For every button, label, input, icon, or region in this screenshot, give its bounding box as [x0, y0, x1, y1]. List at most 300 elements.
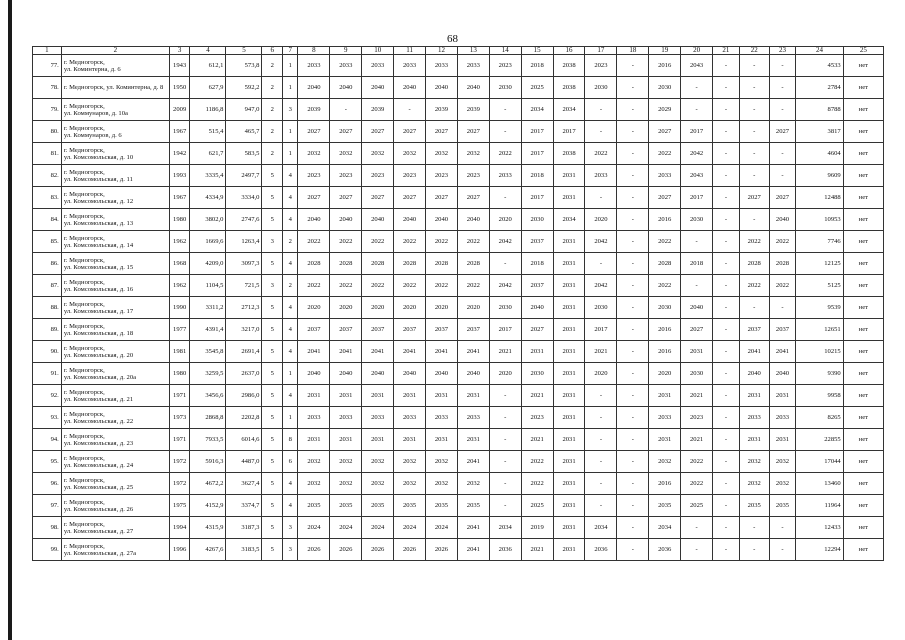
- column-header-cell: 14: [489, 47, 521, 55]
- data-cell: -: [617, 165, 649, 187]
- data-cell: 2032: [739, 451, 769, 473]
- column-header-cell: 15: [521, 47, 553, 55]
- table-row: [33, 187, 884, 209]
- data-cell: 2031: [521, 341, 553, 363]
- data-cell: 2028: [426, 253, 458, 275]
- data-cell: 2030: [489, 297, 521, 319]
- row-number-cell: 81.: [33, 143, 62, 165]
- year-built-cell: 1980: [169, 209, 190, 231]
- area-cell: 4315,9: [190, 517, 226, 539]
- data-cell: 2022: [362, 275, 394, 297]
- row-number-cell: 95.: [33, 451, 62, 473]
- cost-cell: 12488: [796, 187, 843, 209]
- data-cell: 2026: [394, 539, 426, 561]
- data-cell: 2021: [521, 385, 553, 407]
- address-cell: г. Медногорск, ул. Комсомольская, д. 20а: [61, 363, 169, 385]
- data-cell: 2017: [585, 319, 617, 341]
- data-cell: 2030: [489, 77, 521, 99]
- data-cell: 2043: [681, 165, 713, 187]
- data-cell: 4: [283, 209, 298, 231]
- data-cell: 2022: [649, 231, 681, 253]
- year-built-cell: 1962: [169, 275, 190, 297]
- data-cell: -: [769, 99, 796, 121]
- data-cell: -: [739, 121, 769, 143]
- data-cell: 2020: [585, 363, 617, 385]
- address-cell: г. Медногорск, ул. Коминтерна, д. 8: [61, 77, 169, 99]
- area-cell: 5916,3: [190, 451, 226, 473]
- data-cell: -: [769, 297, 796, 319]
- data-cell: -: [769, 539, 796, 561]
- data-cell: 2035: [330, 495, 362, 517]
- data-cell: 5: [262, 297, 283, 319]
- data-cell: 2041: [426, 341, 458, 363]
- data-cell: 2016: [649, 473, 681, 495]
- column-header-cell: 20: [681, 47, 713, 55]
- data-cell: 2024: [362, 517, 394, 539]
- data-cell: -: [739, 539, 769, 561]
- data-cell: 2031: [739, 429, 769, 451]
- data-cell: -: [617, 99, 649, 121]
- data-cell: 2028: [362, 253, 394, 275]
- area-cell: 2637,0: [226, 363, 262, 385]
- table-row: [33, 429, 884, 451]
- column-header-cell: 18: [617, 47, 649, 55]
- data-cell: 2037: [330, 319, 362, 341]
- area-cell: 4672,2: [190, 473, 226, 495]
- data-cell: 2025: [681, 495, 713, 517]
- data-cell: 2033: [426, 407, 458, 429]
- column-header-cell: 3: [169, 47, 190, 55]
- data-cell: нет: [843, 231, 883, 253]
- data-cell: 2034: [489, 517, 521, 539]
- data-cell: 2019: [521, 517, 553, 539]
- cost-cell: 4604: [796, 143, 843, 165]
- data-cell: 2: [262, 77, 283, 99]
- data-cell: 2022: [394, 231, 426, 253]
- cost-cell: 12651: [796, 319, 843, 341]
- data-cell: 2: [283, 275, 298, 297]
- data-cell: 2027: [769, 187, 796, 209]
- data-cell: 2022: [298, 275, 330, 297]
- data-cell: 4: [283, 473, 298, 495]
- data-cell: 2030: [649, 77, 681, 99]
- data-cell: 2020: [489, 209, 521, 231]
- row-number-cell: 85.: [33, 231, 62, 253]
- data-cell: 2017: [521, 187, 553, 209]
- data-cell: 2022: [489, 143, 521, 165]
- data-cell: 2032: [362, 143, 394, 165]
- data-cell: 2031: [394, 429, 426, 451]
- data-cell: 2032: [298, 451, 330, 473]
- data-cell: 4: [283, 253, 298, 275]
- data-cell: -: [489, 473, 521, 495]
- data-cell: 2032: [330, 143, 362, 165]
- table-row: [33, 99, 884, 121]
- data-cell: 2032: [426, 473, 458, 495]
- data-cell: 2032: [330, 473, 362, 495]
- data-cell: 2031: [553, 165, 585, 187]
- data-cell: 2042: [585, 231, 617, 253]
- data-cell: нет: [843, 341, 883, 363]
- data-cell: нет: [843, 209, 883, 231]
- data-cell: 2030: [521, 209, 553, 231]
- data-cell: 2016: [649, 209, 681, 231]
- data-cell: 5: [262, 473, 283, 495]
- data-cell: 2028: [739, 253, 769, 275]
- data-cell: 2040: [457, 77, 489, 99]
- area-cell: 3545,8: [190, 341, 226, 363]
- data-cell: 2033: [457, 55, 489, 77]
- table-row: [33, 77, 884, 99]
- year-built-cell: 1981: [169, 341, 190, 363]
- area-cell: 2497,7: [226, 165, 262, 187]
- data-cell: 1: [283, 121, 298, 143]
- row-number-cell: 96.: [33, 473, 62, 495]
- data-cell: 2031: [553, 187, 585, 209]
- data-cell: 2024: [330, 517, 362, 539]
- column-header-cell: 1: [33, 47, 62, 55]
- data-cell: 2: [283, 231, 298, 253]
- address-cell: г. Медногорск, ул. Комсомольская, д. 15: [61, 253, 169, 275]
- data-cell: 2023: [298, 165, 330, 187]
- data-cell: 2040: [298, 363, 330, 385]
- data-cell: -: [713, 99, 740, 121]
- area-cell: 2712,3: [226, 297, 262, 319]
- table-row: [33, 473, 884, 495]
- data-cell: 2031: [553, 385, 585, 407]
- data-cell: 2038: [553, 55, 585, 77]
- data-cell: 2020: [298, 297, 330, 319]
- year-built-cell: 1962: [169, 231, 190, 253]
- data-cell: 2040: [330, 209, 362, 231]
- row-number-cell: 92.: [33, 385, 62, 407]
- area-cell: 3217,0: [226, 319, 262, 341]
- data-cell: 2027: [298, 187, 330, 209]
- column-header-cell: 24: [796, 47, 843, 55]
- data-cell: -: [617, 385, 649, 407]
- data-cell: -: [585, 495, 617, 517]
- table-row: [33, 297, 884, 319]
- data-cell: 2040: [330, 363, 362, 385]
- data-cell: 2032: [426, 143, 458, 165]
- data-cell: 2: [262, 143, 283, 165]
- address-cell: г. Медногорск, ул. Комсомольская, д. 27а: [61, 539, 169, 561]
- address-cell: г. Медногорск, ул. Коммунаров, д. 6: [61, 121, 169, 143]
- data-cell: 2041: [769, 341, 796, 363]
- data-cell: -: [489, 253, 521, 275]
- data-cell: 2034: [553, 209, 585, 231]
- data-cell: 2041: [298, 341, 330, 363]
- data-cell: 2039: [426, 99, 458, 121]
- data-cell: 2022: [739, 275, 769, 297]
- data-cell: 4: [283, 187, 298, 209]
- data-cell: 1: [283, 55, 298, 77]
- data-cell: -: [713, 539, 740, 561]
- data-cell: -: [713, 319, 740, 341]
- cost-cell: 13460: [796, 473, 843, 495]
- data-cell: 2022: [681, 473, 713, 495]
- data-cell: 5: [262, 187, 283, 209]
- data-cell: 2026: [298, 539, 330, 561]
- housing-register-table: [32, 46, 884, 561]
- data-cell: -: [617, 495, 649, 517]
- data-cell: 2042: [489, 231, 521, 253]
- data-cell: -: [617, 451, 649, 473]
- data-cell: -: [739, 209, 769, 231]
- data-cell: 1: [283, 143, 298, 165]
- row-number-cell: 93.: [33, 407, 62, 429]
- data-cell: -: [489, 429, 521, 451]
- data-cell: -: [713, 121, 740, 143]
- data-cell: 2031: [553, 363, 585, 385]
- data-cell: 4: [283, 297, 298, 319]
- data-cell: 2022: [457, 275, 489, 297]
- data-cell: 2031: [330, 385, 362, 407]
- area-cell: 621,7: [190, 143, 226, 165]
- area-cell: 2868,8: [190, 407, 226, 429]
- data-cell: 2040: [739, 363, 769, 385]
- data-cell: нет: [843, 495, 883, 517]
- column-header-cell: 23: [769, 47, 796, 55]
- data-cell: 1: [283, 77, 298, 99]
- data-cell: 2027: [739, 187, 769, 209]
- data-cell: нет: [843, 77, 883, 99]
- data-cell: 3: [283, 539, 298, 561]
- data-cell: 2023: [681, 407, 713, 429]
- data-cell: -: [713, 451, 740, 473]
- year-built-cell: 1975: [169, 495, 190, 517]
- data-cell: -: [617, 231, 649, 253]
- data-cell: -: [330, 99, 362, 121]
- data-cell: -: [585, 451, 617, 473]
- data-cell: 6: [283, 451, 298, 473]
- data-cell: -: [681, 517, 713, 539]
- data-cell: 2033: [330, 55, 362, 77]
- area-cell: 3187,3: [226, 517, 262, 539]
- table-row: [33, 55, 884, 77]
- data-cell: 2037: [521, 275, 553, 297]
- data-cell: 2037: [362, 319, 394, 341]
- data-cell: -: [713, 517, 740, 539]
- data-cell: 2034: [521, 99, 553, 121]
- address-cell: г. Медногорск, ул. Коммунаров, д. 10а: [61, 99, 169, 121]
- data-cell: 4: [283, 165, 298, 187]
- data-cell: 2027: [426, 121, 458, 143]
- table-row: [33, 319, 884, 341]
- data-cell: 2027: [330, 187, 362, 209]
- year-built-cell: 1973: [169, 407, 190, 429]
- data-cell: 2033: [649, 165, 681, 187]
- data-cell: нет: [843, 297, 883, 319]
- data-cell: 2025: [521, 495, 553, 517]
- data-cell: -: [585, 473, 617, 495]
- data-cell: 2035: [649, 495, 681, 517]
- data-cell: -: [489, 121, 521, 143]
- area-cell: 612,1: [190, 55, 226, 77]
- column-header-cell: 13: [457, 47, 489, 55]
- data-cell: 2037: [426, 319, 458, 341]
- area-cell: 1263,4: [226, 231, 262, 253]
- data-cell: 2040: [394, 77, 426, 99]
- data-cell: 5: [262, 319, 283, 341]
- data-cell: нет: [843, 385, 883, 407]
- data-cell: -: [713, 495, 740, 517]
- cost-cell: 7746: [796, 231, 843, 253]
- data-cell: 2033: [298, 55, 330, 77]
- address-cell: г. Медногорск, ул. Комсомольская, д. 23: [61, 429, 169, 451]
- data-cell: 2031: [553, 231, 585, 253]
- row-number-cell: 84.: [33, 209, 62, 231]
- cost-cell: 9958: [796, 385, 843, 407]
- data-cell: 2027: [457, 121, 489, 143]
- cost-cell: 9539: [796, 297, 843, 319]
- table-row: [33, 451, 884, 473]
- data-cell: 2022: [649, 143, 681, 165]
- address-cell: г. Медногорск, ул. Комсомольская, д. 26: [61, 495, 169, 517]
- data-cell: 2033: [489, 165, 521, 187]
- data-cell: 2020: [426, 297, 458, 319]
- data-cell: -: [617, 363, 649, 385]
- area-cell: 2691,4: [226, 341, 262, 363]
- area-cell: 3802,0: [190, 209, 226, 231]
- data-cell: -: [489, 495, 521, 517]
- area-cell: 3259,5: [190, 363, 226, 385]
- data-cell: 5: [262, 539, 283, 561]
- data-cell: 2020: [457, 297, 489, 319]
- cost-cell: 9390: [796, 363, 843, 385]
- area-cell: 4267,6: [190, 539, 226, 561]
- area-cell: 1104,5: [190, 275, 226, 297]
- data-cell: нет: [843, 253, 883, 275]
- data-cell: -: [713, 297, 740, 319]
- data-cell: 2027: [681, 319, 713, 341]
- data-cell: 2032: [457, 143, 489, 165]
- data-cell: 2035: [362, 495, 394, 517]
- data-cell: -: [617, 517, 649, 539]
- data-cell: 2042: [489, 275, 521, 297]
- data-cell: 2038: [553, 77, 585, 99]
- column-header-cell: 17: [585, 47, 617, 55]
- year-built-cell: 1977: [169, 319, 190, 341]
- data-cell: 2021: [681, 385, 713, 407]
- data-cell: -: [489, 99, 521, 121]
- data-cell: 2022: [521, 473, 553, 495]
- data-cell: -: [713, 143, 740, 165]
- data-cell: -: [713, 165, 740, 187]
- data-cell: 2031: [457, 429, 489, 451]
- data-cell: 2031: [553, 319, 585, 341]
- column-header-cell: 12: [426, 47, 458, 55]
- column-header-cell: 5: [226, 47, 262, 55]
- area-cell: 4209,0: [190, 253, 226, 275]
- data-cell: 2020: [330, 297, 362, 319]
- row-number-cell: 83.: [33, 187, 62, 209]
- data-cell: 2033: [362, 55, 394, 77]
- column-number-header: [33, 47, 884, 55]
- data-cell: 2032: [769, 451, 796, 473]
- data-cell: 5: [262, 253, 283, 275]
- data-cell: 2030: [649, 297, 681, 319]
- area-cell: 4391,4: [190, 319, 226, 341]
- data-cell: 2040: [681, 297, 713, 319]
- data-cell: 2040: [298, 209, 330, 231]
- data-cell: -: [769, 77, 796, 99]
- row-number-cell: 99.: [33, 539, 62, 561]
- address-cell: г. Медногорск, ул. Комсомольская, д. 25: [61, 473, 169, 495]
- table-row: [33, 231, 884, 253]
- area-cell: 4152,9: [190, 495, 226, 517]
- data-cell: -: [713, 253, 740, 275]
- data-cell: 2037: [521, 231, 553, 253]
- data-cell: 2037: [769, 319, 796, 341]
- data-cell: 2022: [649, 275, 681, 297]
- data-cell: 2032: [769, 473, 796, 495]
- data-cell: 2031: [298, 385, 330, 407]
- data-cell: 5: [262, 165, 283, 187]
- area-cell: 592,2: [226, 77, 262, 99]
- data-cell: 2040: [394, 209, 426, 231]
- area-cell: 2202,8: [226, 407, 262, 429]
- data-cell: 2035: [769, 495, 796, 517]
- data-cell: 2023: [489, 55, 521, 77]
- column-header-cell: 2: [61, 47, 169, 55]
- data-cell: -: [617, 407, 649, 429]
- data-cell: 2040: [521, 297, 553, 319]
- area-cell: 3097,3: [226, 253, 262, 275]
- cost-cell: 9609: [796, 165, 843, 187]
- data-cell: нет: [843, 143, 883, 165]
- data-cell: 4: [283, 341, 298, 363]
- column-header-cell: 19: [649, 47, 681, 55]
- address-cell: г. Медногорск, ул. Комсомольская, д. 17: [61, 297, 169, 319]
- data-cell: 2033: [298, 407, 330, 429]
- data-cell: -: [585, 253, 617, 275]
- column-header-cell: 8: [298, 47, 330, 55]
- data-cell: 2031: [649, 385, 681, 407]
- column-header-cell: 9: [330, 47, 362, 55]
- data-cell: 2031: [426, 385, 458, 407]
- data-cell: 2030: [585, 77, 617, 99]
- address-cell: г. Медногорск, ул. Комсомольская, д. 14: [61, 231, 169, 253]
- data-cell: нет: [843, 319, 883, 341]
- data-cell: 4: [283, 385, 298, 407]
- data-cell: 2023: [362, 165, 394, 187]
- data-cell: -: [713, 363, 740, 385]
- area-cell: 2747,6: [226, 209, 262, 231]
- data-cell: нет: [843, 363, 883, 385]
- table-row: [33, 275, 884, 297]
- data-cell: 2027: [298, 121, 330, 143]
- data-cell: -: [585, 121, 617, 143]
- area-cell: 627,9: [190, 77, 226, 99]
- area-cell: 3456,6: [190, 385, 226, 407]
- data-cell: 2031: [739, 385, 769, 407]
- data-cell: 2031: [769, 429, 796, 451]
- address-cell: г. Медногорск, ул. Комсомольская, д. 18: [61, 319, 169, 341]
- data-cell: 2030: [521, 363, 553, 385]
- area-cell: 1186,8: [190, 99, 226, 121]
- data-cell: 2031: [362, 385, 394, 407]
- data-cell: 2033: [394, 55, 426, 77]
- table-row: [33, 165, 884, 187]
- data-cell: 2033: [769, 407, 796, 429]
- data-cell: 2041: [330, 341, 362, 363]
- cost-cell: 2784: [796, 77, 843, 99]
- data-cell: 2039: [298, 99, 330, 121]
- area-cell: 6014,6: [226, 429, 262, 451]
- address-cell: г. Медногорск, ул. Комсомольская, д. 13: [61, 209, 169, 231]
- address-cell: г. Медногорск, ул. Комсомольская, д. 21: [61, 385, 169, 407]
